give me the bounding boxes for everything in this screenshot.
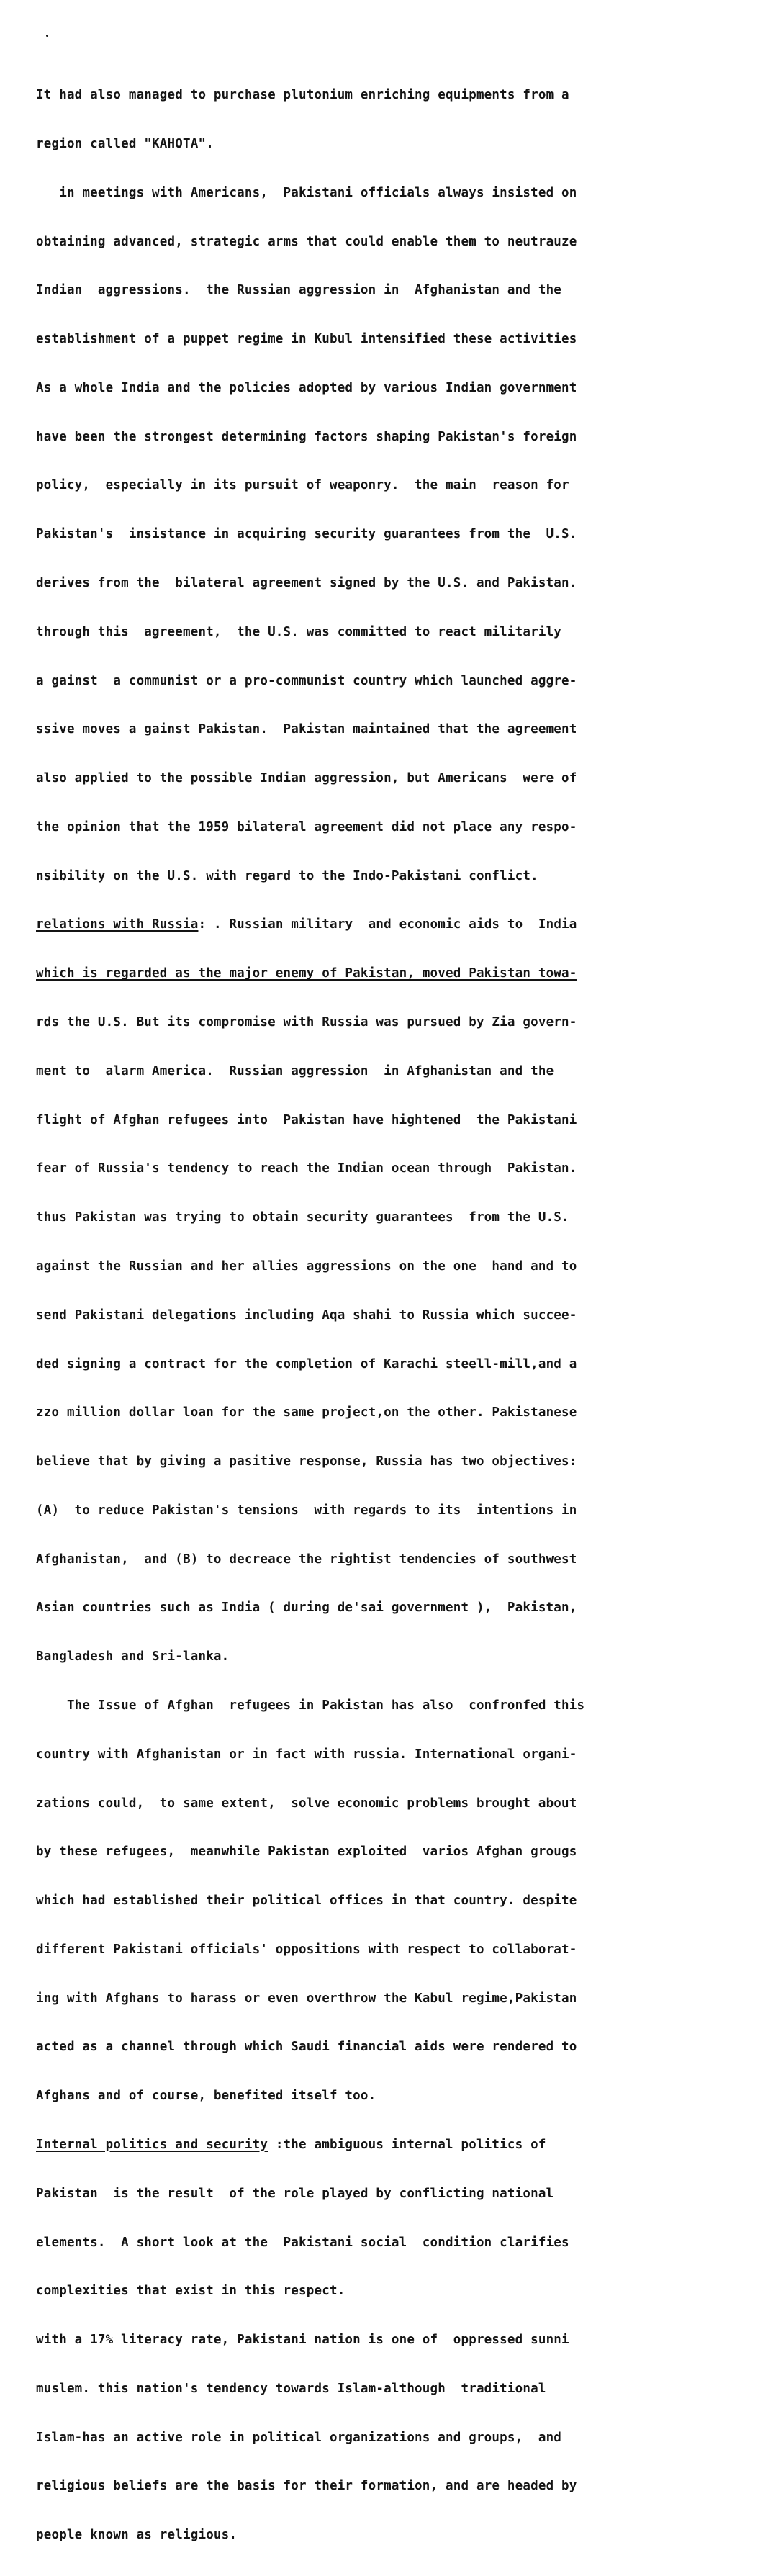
text-line: also applied to the possible Indian aggression, but Americans were of xyxy=(36,771,577,786)
text-line: religious beliefs are the basis for their formation, and are headed by xyxy=(36,2479,577,2494)
text-line: Bangladesh and Sri-lanka. xyxy=(36,1649,230,1665)
text-line: acted as a channel through which Saudi financial aids were rendered to xyxy=(36,2040,577,2055)
text-line: send Pakistani delegations including Aqa shahi to Russia which succee- xyxy=(36,1307,577,1323)
text-line: in meetings with Americans, Pakistani officials always insisted on xyxy=(36,185,577,200)
text-line: believe that by giving a pasitive response, Russia has two objectives: xyxy=(36,1454,577,1469)
text-line: Asian countries such as India ( during de'sai government ), Pakistan, xyxy=(36,1600,577,1616)
text-line: against the Russian and her allies aggressions on the one hand and to xyxy=(36,1258,577,1274)
section-heading-line-russia xyxy=(36,917,713,933)
text-line: (A) to reduce Pakistan's tensions with regards to its intentions in xyxy=(36,1503,577,1518)
text-line: ssive moves a gainst Pakistan. Pakistan maintained that the agreement xyxy=(36,722,577,737)
text-line: country with Afghanistan or in fact with russia. International organi- xyxy=(36,1747,577,1762)
text-line: different Pakistani officials' oppositions with respect to collaborat- xyxy=(36,1942,577,1957)
text-line: derives from the bilateral agreement signed by the U.S. and Pakistan. xyxy=(36,576,577,590)
text-line: zzo million dollar loan for the same project,on the other. Pakistanese xyxy=(36,1405,577,1420)
text-line: through this agreement, the U.S. was committed to react militarily xyxy=(36,624,562,639)
text-line: zations could, to same extent, solve economic problems brought about xyxy=(36,1796,577,1811)
text-line: have been the strongest determining factors shaping Pakistan's foreign xyxy=(36,429,577,444)
text-line: people known as religious. xyxy=(36,2528,238,2543)
text-line: ing with Afghans to harass or even overthrow the Kabul regime,Pakistan xyxy=(36,1991,577,2006)
text-line: a gainst a communist or a pro-communist country which launched aggre- xyxy=(36,673,577,688)
text-line: complexities that exist in this respect. xyxy=(36,2284,345,2299)
text-line: thus Pakistan was trying to obtain security guarantees from the U.S. xyxy=(36,1210,569,1225)
text-line: by these refugees, meanwhile Pakistan exploited varios Afghan grougs xyxy=(36,1845,577,1860)
section-heading-internal-rest: :the ambiguous internal politics of xyxy=(268,2138,546,2152)
text-line: Indian aggressions. the Russian aggression in Afghanistan and the xyxy=(36,283,562,298)
text-line: Pakistan is the result of the role played by conflicting national xyxy=(36,2186,554,2201)
text-line: which had established their political offices in that country. despite xyxy=(36,1893,577,1909)
text-line xyxy=(36,965,713,982)
section-heading-line-internal xyxy=(36,2137,713,2153)
document-body xyxy=(36,55,713,2576)
underlined-text: which is regarded as the major enemy of Pakistan, moved Pakistan towa- xyxy=(36,966,577,981)
text-line: the opinion that the 1959 bilateral agreement did not place any respo- xyxy=(36,819,577,834)
text-line: policy, especially in its pursuit of weaponry. the main reason for xyxy=(36,478,569,493)
text-line: rds the U.S. But its compromise with Russia was pursued by Zia govern- xyxy=(36,1015,577,1030)
text-line: It had also managed to purchase plutonium enriching equipments from a xyxy=(36,88,569,103)
stray-mark xyxy=(46,35,48,37)
text-line: ment to alarm America. Russian aggression in Afghanistan and the xyxy=(36,1063,554,1078)
text-line: As a whole India and the policies adopted by various Indian government xyxy=(36,380,577,395)
section-heading-internal: Internal politics and security xyxy=(36,2138,268,2152)
text-line: Afghanistan, and (B) to decreace the rightist tendencies of southwest xyxy=(36,1552,577,1567)
section-heading-russia-rest: : . Russian military and economic aids to India xyxy=(198,917,577,932)
text-line: with a 17% literacy rate, Pakistani nation is one of oppressed sunni xyxy=(36,2333,569,2348)
text-line: fear of Russia's tendency to reach the Indian ocean through Pakistan. xyxy=(36,1161,577,1176)
text-line: Pakistan's insistance in acquiring security guarantees from the U.S. xyxy=(36,527,577,542)
section-heading-russia: relations with Russia xyxy=(36,917,199,932)
text-line: flight of Afghan refugees into Pakistan have hightened the Pakistani xyxy=(36,1112,577,1127)
text-line: The Issue of Afghan refugees in Pakistan has also confronfed this xyxy=(36,1698,585,1713)
text-line: nsibility on the U.S. with regard to the Indo-Pakistani conflict. xyxy=(36,868,538,883)
text-line: region called "KAHOTA". xyxy=(36,136,214,151)
text-line: elements. A short look at the Pakistani social condition clarifies xyxy=(36,2235,569,2250)
text-line: Afghans and of course, benefited itself too. xyxy=(36,2089,376,2104)
text-line: establishment of a puppet regime in Kubul intensified these activities xyxy=(36,332,577,347)
text-line: muslem. this nation's tendency towards Islam-although traditional xyxy=(36,2381,546,2396)
text-line: obtaining advanced, strategic arms that could enable them to neutrauze xyxy=(36,234,577,249)
text-line: Islam-has an active role in political organizations and groups, and xyxy=(36,2430,562,2445)
text-line: ded signing a contract for the completion of Karachi steell-mill,and a xyxy=(36,1356,577,1372)
